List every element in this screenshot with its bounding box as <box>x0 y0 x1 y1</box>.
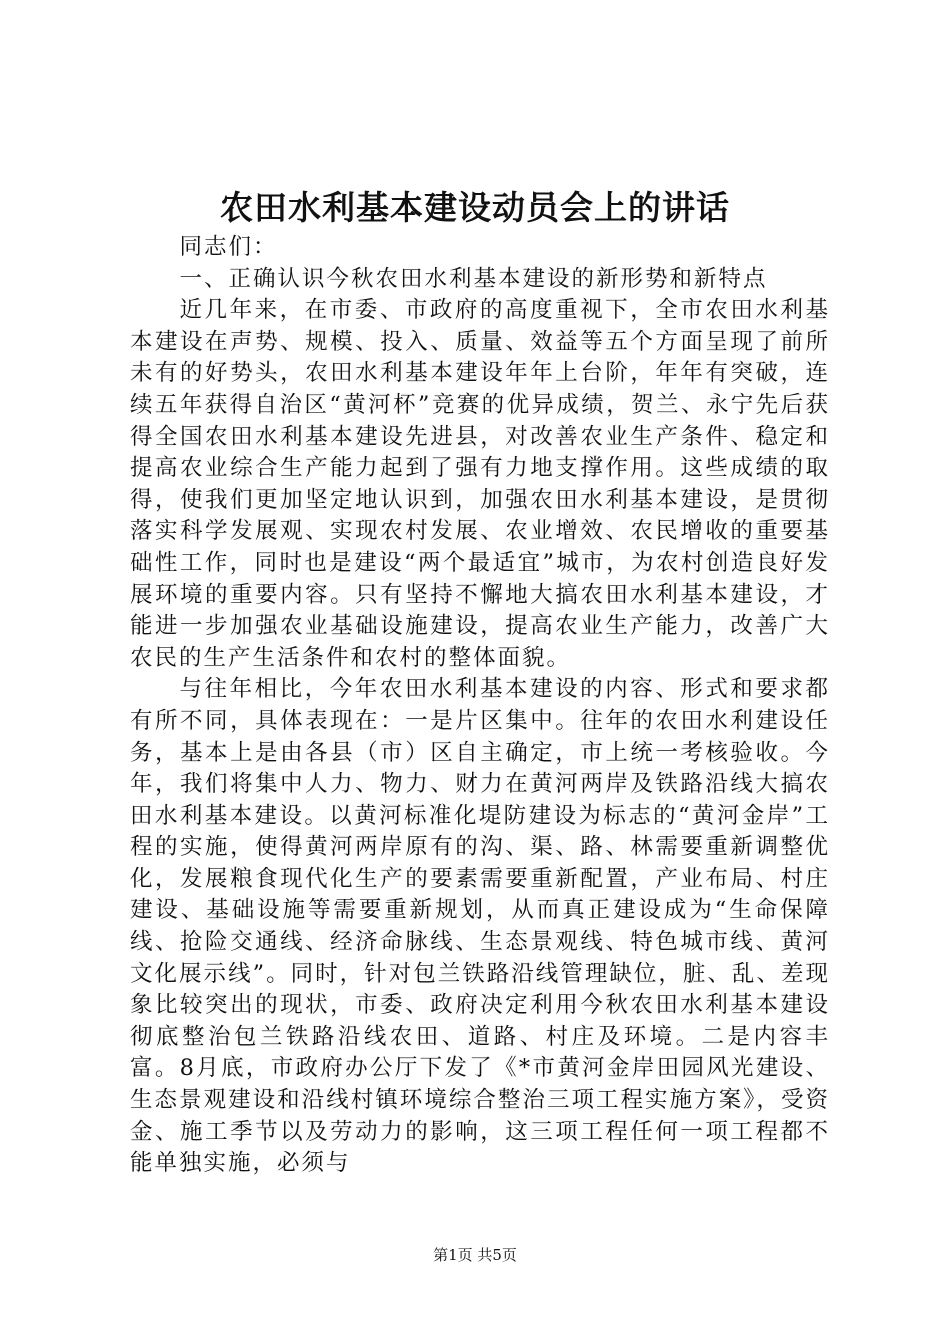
document-body <box>130 232 830 1180</box>
body-paragraph: 近几年来，在市委、市政府的高度重视下，全市农田水利基本建设在声势、规模、投入、质量、效益等五个方面呈现了前所未有的好势头，农田水利基本建设年年上台阶，年年有突破，连续五年获得自治区“黄河杯”竞赛的优异成绩，贺兰、永宁先后获得全国农田水利基本建设先进县，对改善农业生产条件、稳定和提高农业综合生产能力起到了强有力地支撑作用。这些成绩的取得，使我们更加坚定地认识到，加强农田水利基本建设，是贯彻落实科学发展观、实现农村发展、农业增效、农民增收的重要基础性工作，同时也是建设“两个最适宜”城市，为农村创造良好发展环境的重要内容。只有坚持不懈地大搞农田水利基本建设，才能进一步加强农业基础设施建设，提高农业生产能力，改善广大农民的生产生活条件和农村的整体面貌。 <box>130 297 830 671</box>
page-number-footer: 第1页 共5页 <box>433 1246 517 1264</box>
document-title: 农田水利基本建设动员会上的讲话 <box>220 188 730 227</box>
body-paragraph: 与往年相比，今年农田水利基本建设的内容、形式和要求都有所不同，具体表现在：一是片区集中。往年的农田水利建设任务，基本上是由各县（市）区自主确定，市上统一考核验收。今年，我们将集中人力、物力、财力在黄河两岸及铁路沿线大搞农田水利基本建设。以黄河标准化堤防建设为标志的“黄河金岸”工程的实施，使得黄河两岸原有的沟、渠、路、林需要重新调整优化，发展粮食现代化生产的要素需要重新配置，产业布局、村庄建设、基础设施等需要重新规划，从而真正建设成为“生命保障线、抢险交通线、经济命脉线、生态景观线、特色城市线、黄河文化展示线”。同时，针对包兰铁路沿线管理缺位，脏、乱、差现象比较突出的现状，市委、政府决定利用今秋农田水利基本建设彻底整治包兰铁路沿线农田、道路、村庄及环境。二是内容丰富。8月底，市政府办公厅下发了《*市黄河金岸田园风光建设、生态景观建设和沿线村镇环境综合整治三项工程实施方案》，受资金、施工季节以及劳动力的影响，这三项工程任何一项工程都不能单独实施，必须与 <box>130 676 830 1177</box>
salutation-paragraph: 同志们： <box>179 234 278 260</box>
section-heading-paragraph: 一、正确认识今秋农田水利基本建设的新形势和新特点 <box>179 265 768 292</box>
